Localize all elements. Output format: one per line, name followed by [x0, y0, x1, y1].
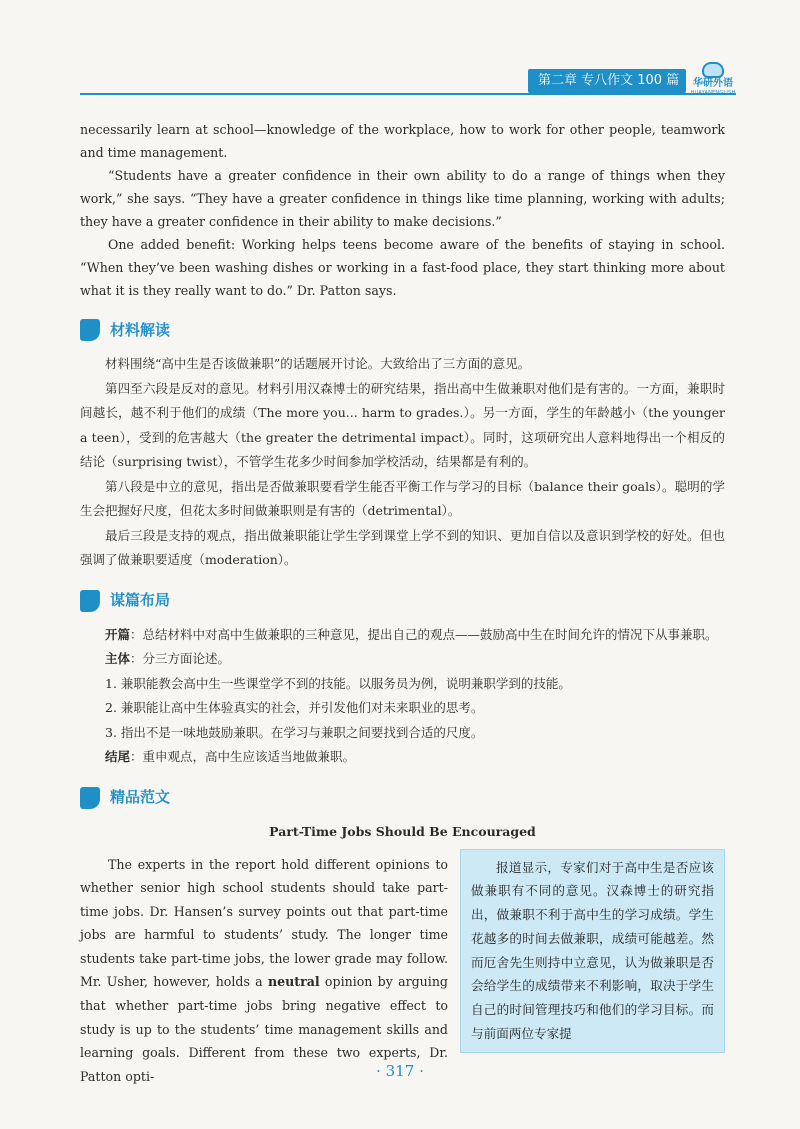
logo-name: 华研外语: [693, 78, 733, 89]
material-analysis: [80, 352, 725, 573]
section-title: 精品范文: [110, 788, 171, 806]
analysis-paragraph: 最后三段是支持的观点，指出做兼职能让学生学到课堂上学不到的知识、更加自信以及意识到学校的好处。但也强调了做兼职要适度（moderation）。: [80, 527, 725, 567]
sample-essay-area: [80, 853, 725, 1089]
section-title: 谋篇布局: [110, 591, 171, 609]
body-label: 主体: [105, 651, 131, 666]
header-rule: [80, 93, 736, 95]
ending-label: 结尾: [105, 749, 131, 764]
section-title: 材料解读: [110, 320, 171, 339]
page-content: [80, 118, 725, 1088]
intro-paragraph-1: necessarily learn at school—knowledge of the workplace, how to work for other people, teamwork and time management.: [80, 122, 725, 160]
outline-point: 1. 兼职能教会高中生一些课堂学不到的技能。以服务员为例，说明兼职学到的技能。: [105, 675, 571, 691]
section-heading-material: [80, 316, 725, 344]
body-text: ：分三方面论述。: [130, 651, 231, 666]
section-marker-icon: [80, 319, 100, 341]
ending-text: ：重申观点，高中生应该适当地做兼职。: [130, 749, 356, 764]
section-heading-layout: [80, 587, 725, 615]
analysis-paragraph: 材料围绕“高中生是否该做兼职”的话题展开讨论。大致给出了三方面的意见。: [105, 356, 531, 371]
outline-ending: [80, 745, 725, 770]
outline-body: [80, 647, 725, 672]
essay-text: opinion by arguing that whether part-time jobs bring negative effect to study is up to the students’ time management skills and learning goals. Different from these two experts, Dr. Patton opti-: [80, 974, 448, 1084]
translation-note: 报道显示，专家们对于高中生是否应该做兼职有不同的意见。汉森博士的研究指出，做兼职不利于高中生的学习成绩。学生花越多的时间去做兼职，成绩可能越差。然而厄舍先生则持中立意见，认为做兼职是否会给学生的成绩带来不利影响，取决于学生自己的时间管理技巧和他们的学习目标。而与前面两位专家提: [460, 849, 725, 1053]
opening-text: ：总结材料中对高中生做兼职的三种意见，提出自己的观点——鼓励高中生在时间允许的情况下从事兼职。: [130, 626, 718, 642]
page-number: · 317 ·: [376, 1062, 424, 1080]
opening-label: 开篇: [105, 626, 131, 642]
analysis-paragraph: 第八段是中立的意见，指出是否做兼职要看学生能否平衡工作与学习的目标（balance their goals）。聪明的学生会把握好尺度，但花太多时间做兼职则是有害的（detrimental）。: [80, 478, 725, 518]
section-marker-icon: [80, 787, 100, 809]
essay-outline: [80, 623, 725, 770]
logo-mascot-icon: [702, 62, 724, 78]
intro-paragraph-3: One added benefit: Working helps teens become aware of the benefits of staying in school. “When they’ve been washing dishes or working in a fast-food place, they start thinking more about what it is they really want to do.” Dr. Patton says.: [80, 237, 725, 298]
essay-text: The experts in the report hold different opinions to whether senior high school students should take part-time jobs. Dr. Hansen’s survey points out that part-time jobs are harmful to students’ study. The longer time students take part-time jobs, the lower grade may follow. Mr. Usher, however, holds a: [80, 856, 448, 990]
intro-paragraph-2: “Students have a greater confidence in their own ability to do a range of things when they work,” she says. “They have a greater confidence in things like time planning, working with adults; they have a greater confidence in their ability to make decisions.”: [80, 168, 725, 229]
essay-keyword: neutral: [267, 974, 320, 990]
header-badge: 第二章 专八作文 100 篇: [528, 69, 686, 93]
section-heading-sample: [80, 784, 725, 812]
outline-opening: [80, 623, 725, 648]
essay-paragraph: [80, 853, 448, 1089]
outline-point: 2. 兼职能让高中生体验真实的社会，并引发他们对未来职业的思考。: [105, 700, 484, 715]
outline-point: 3. 指出不是一味地鼓励兼职。在学习与兼职之间要找到合适的尺度。: [105, 724, 484, 740]
section-marker-icon: [80, 590, 100, 612]
essay-title: Part-Time Jobs Should Be Encouraged: [269, 823, 536, 839]
analysis-paragraph: 第四至六段是反对的意见。材料引用汉森博士的研究结果，指出高中生做兼职对他们是有害的。一方面，兼职时间越长，越不利于他们的成绩（The more you... harm to grades.）。另一方面，学生的年龄越小（the younger a teen），受到的危害越大（the greater the detrimental impact）。同时，这项研究出人意料地得出一个相反的结论（surprising twist），不管学生花多少时间参加学校活动，结果都是有利的。: [80, 380, 725, 469]
